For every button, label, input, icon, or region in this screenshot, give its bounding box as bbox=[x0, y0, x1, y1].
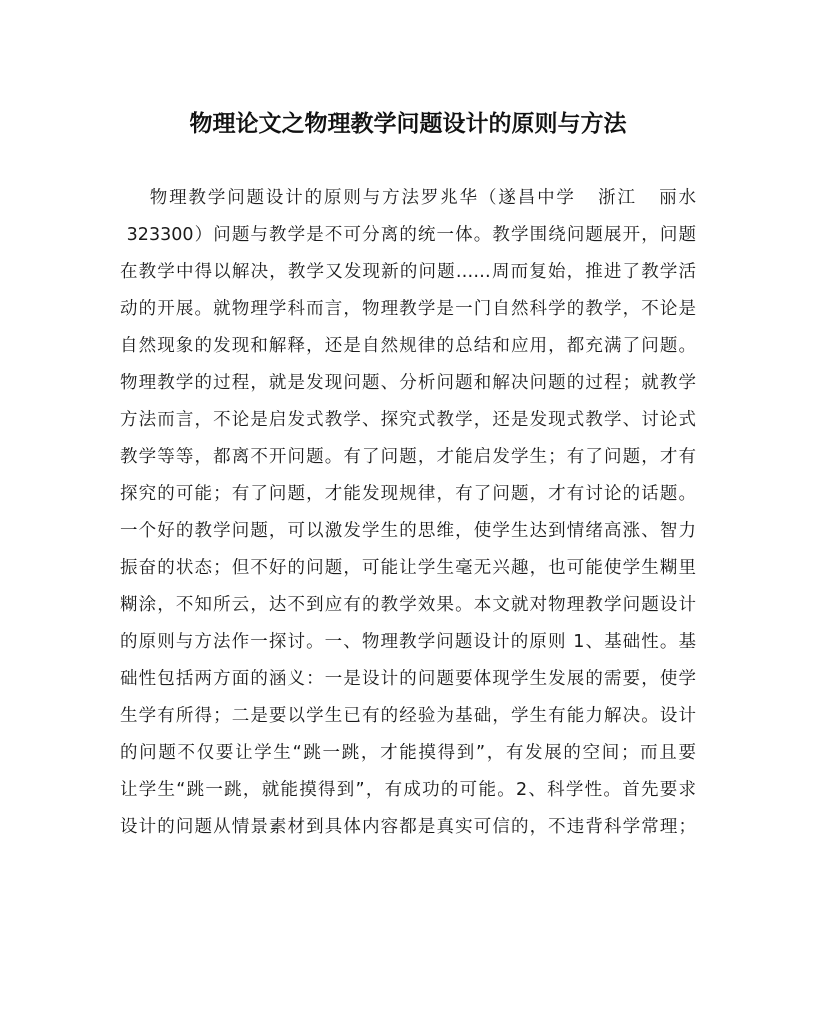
body-line: 让学生“跳一跳，就能摸得到”，有成功的可能。2、科学性。首先要求 bbox=[120, 780, 696, 800]
body-line: 自然现象的发现和解释，还是自然规律的总结和应用，都充满了问题。 bbox=[120, 336, 696, 356]
body-line: 糊涂，不知所云，达不到应有的教学效果。本文就对物理教学问题设计 bbox=[120, 595, 696, 615]
body-line: 探究的可能；有了问题，才能发现规律，有了问题，才有讨论的话题。 bbox=[120, 484, 696, 504]
body-line: 生学有所得；二是要以学生已有的经验为基础，学生有能力解决。设计 bbox=[120, 706, 696, 726]
body-line: 在教学中得以解决，教学又发现新的问题……周而复始，推进了教学活 bbox=[120, 262, 696, 282]
document-body bbox=[120, 180, 696, 846]
body-line: 的原则与方法作一探讨。一、物理教学问题设计的原则 1、基础性。基 bbox=[120, 632, 696, 652]
body-line: 物理教学问题设计的原则与方法罗兆华（遂昌中学 浙江 丽水 bbox=[120, 188, 696, 208]
body-line: 振奋的状态；但不好的问题，可能让学生毫无兴趣，也可能使学生糊里 bbox=[120, 558, 696, 578]
document-title: 物理论文之物理教学问题设计的原则与方法 bbox=[189, 110, 627, 137]
body-line: 物理教学的过程，就是发现问题、分析问题和解决问题的过程；就教学 bbox=[120, 373, 696, 393]
body-line: 方法而言，不论是启发式教学、探究式教学，还是发现式教学、讨论式 bbox=[120, 410, 696, 430]
body-line: 础性包括两方面的涵义：一是设计的问题要体现学生发展的需要，使学 bbox=[120, 669, 696, 689]
body-line: 的问题不仅要让学生“跳一跳，才能摸得到”，有发展的空间；而且要 bbox=[120, 743, 696, 763]
body-line: 一个好的教学问题，可以激发学生的思维，使学生达到情绪高涨、智力 bbox=[120, 521, 696, 541]
body-line: 323300）问题与教学是不可分离的统一体。教学围绕问题展开，问题 bbox=[120, 225, 696, 245]
body-line: 动的开展。就物理学科而言，物理教学是一门自然科学的教学，不论是 bbox=[120, 299, 696, 319]
body-line: 教学等等，都离不开问题。有了问题，才能启发学生；有了问题，才有 bbox=[120, 447, 696, 467]
body-line: 设计的问题从情景素材到具体内容都是真实可信的，不违背科学常理； bbox=[120, 817, 696, 837]
